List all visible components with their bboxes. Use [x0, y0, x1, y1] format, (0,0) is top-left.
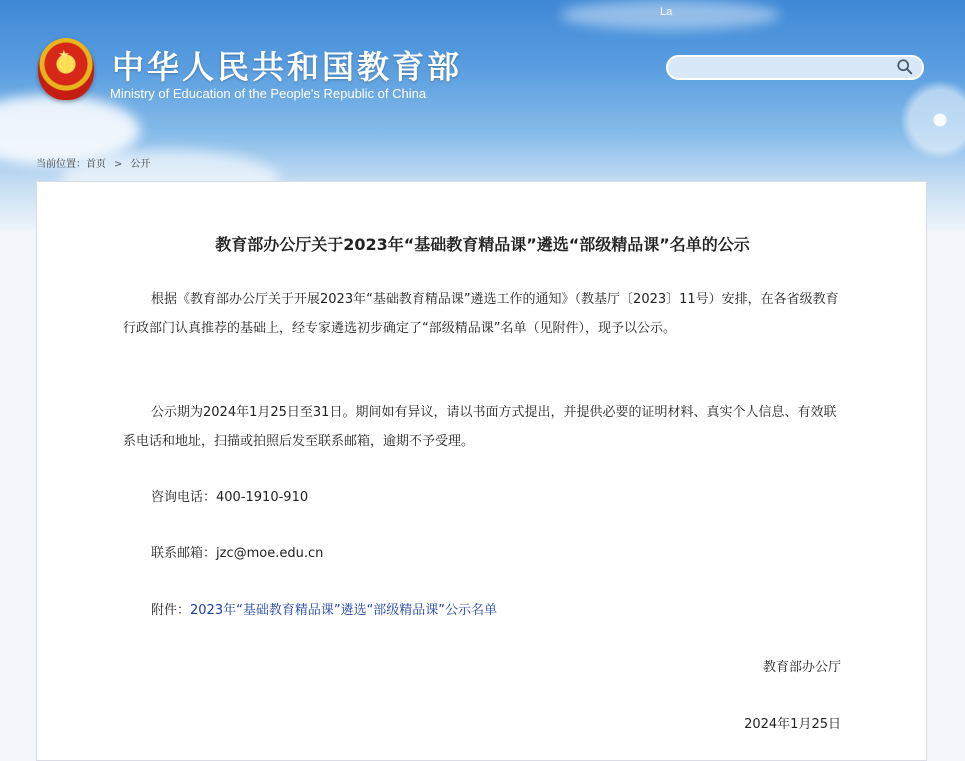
email-label: 联系邮箱： — [151, 546, 217, 561]
site-title[interactable]: 中华人民共和国教育部 — [112, 48, 463, 86]
search-input[interactable] — [676, 57, 900, 80]
article-container — [36, 181, 927, 761]
language-link[interactable]: La — [660, 6, 673, 18]
phone-label: 咨询电话： — [151, 490, 217, 505]
search-icon[interactable] — [896, 58, 914, 76]
breadcrumb-home[interactable]: 首页 — [86, 159, 106, 170]
email-value: jzc@moe.edu.cn — [216, 546, 324, 561]
attachment — [151, 599, 497, 618]
breadcrumb-public[interactable]: 公开 — [130, 159, 151, 170]
publish-date: 2024年1月25日 — [744, 717, 841, 732]
attachment-label: 附件： — [151, 603, 191, 618]
site-subtitle: Ministry of Education of the People's Republic of China — [110, 86, 427, 101]
breadcrumb-prefix: 当前位置： — [36, 159, 86, 170]
article-paragraph: 根据《教育部办公厅关于开展2023年“基础教育精品课”遴选工作的通知》（教基厅〔2023〕11号）安排，在各省级教育行政部门认真推荐的基础上，经专家遴选初步确定了“部级精品课”名单（见附件），现予以公示。 — [123, 292, 839, 336]
national-emblem-icon[interactable]: ★ — [38, 38, 94, 100]
article-paragraph: 公示期为2024年1月25日至31日。期间如有异议，请以书面方式提出，并提供必要的证明材料、真实个人信息、有效联系电话和地址，扫描或拍照后发至联系邮箱，逾期不予受理。 — [123, 405, 837, 449]
article-title: 教育部办公厅关于2023年“基础教育精品课”遴选“部级精品课”名单的公示 — [215, 235, 750, 254]
signature: 教育部办公厅 — [762, 660, 841, 675]
breadcrumb-separator: > — [114, 159, 123, 170]
attachment-link[interactable]: 2023年“基础教育精品课”遴选“部级精品课”公示名单 — [190, 603, 498, 618]
phone-value: 400-1910-910 — [216, 490, 309, 505]
search-box — [666, 55, 924, 80]
contact-email — [151, 542, 323, 561]
dandelion-decoration — [900, 80, 965, 160]
contact-phone — [151, 486, 308, 505]
breadcrumb — [36, 155, 150, 170]
